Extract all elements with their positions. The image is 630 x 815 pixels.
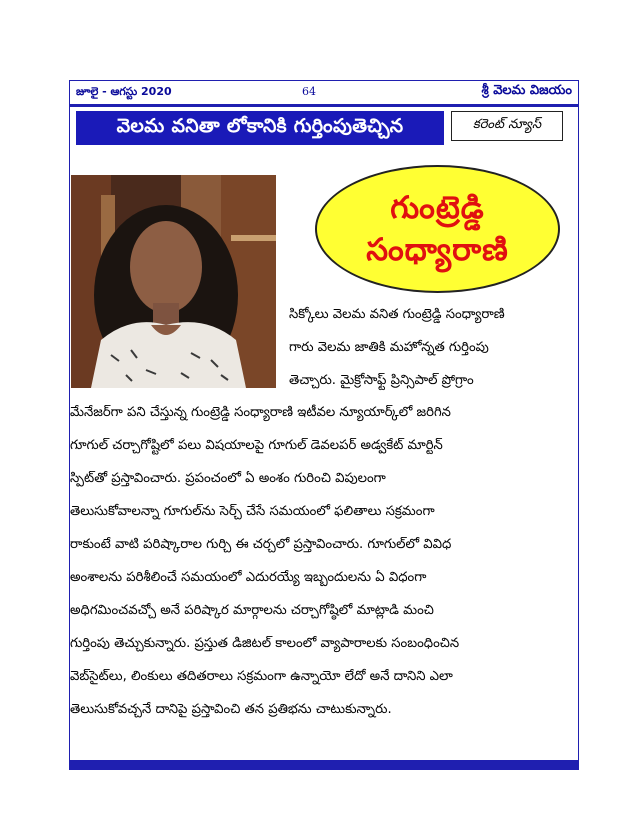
body-line: సిక్కోలు వెలమ వనిత గుంట్రెడ్డి సంధ్యారాణి bbox=[289, 307, 505, 322]
name-line-1: గుంట్రెడ్డి bbox=[390, 190, 485, 226]
body-line: స్పిట్‌తో ప్రస్తావించారు. ప్రపంచంలో ఏ అంశం గురించి విపులంగా bbox=[70, 471, 386, 486]
page-header bbox=[70, 82, 578, 104]
page-number: 64 bbox=[302, 85, 316, 98]
body-line: గారు వెలమ జాతికి మహోన్నత గుర్తింపు bbox=[289, 340, 489, 355]
name-line-2: సంధ్యారాణి bbox=[366, 232, 509, 268]
body-line: గూగుల్ చర్చాగోష్టిలో పలు విషయాలపై గూగుల్ డెవలపర్ అడ్వకేట్ మార్టిన్ bbox=[70, 438, 443, 453]
footer-bar bbox=[70, 760, 578, 769]
section-tag: కరెంట్ న్యూస్ bbox=[451, 111, 563, 141]
body-line: అధిగమించవచ్చో అనే పరిష్కార మార్గాలను చర్చాగోష్ఠిలో మాట్లాడి మంచి bbox=[70, 603, 434, 618]
magazine-title: శ్రీ వెలమ విజయం bbox=[481, 83, 572, 98]
header-divider bbox=[70, 104, 578, 107]
body-line: తెచ్చారు. మైక్రోసాఫ్ట్ ప్రిన్సిపాల్ ప్రోగ్రాం bbox=[289, 373, 474, 388]
body-line: గుర్తింపు తెచ్చుకున్నారు. ప్రస్తుత డిజిటల్ కాలంలో వ్యాపారాలకు సంబంధించిన bbox=[70, 636, 460, 651]
body-line: వెబ్‌సైట్‌లు, లింకులు తదితరాలు సక్రమంగా ఉన్నాయో లేదో అనే దానిని ఎలా bbox=[70, 669, 453, 684]
name-badge bbox=[315, 165, 560, 293]
body-line: రాకుంటే వాటి పరిష్కారాల గుర్చి ఈ చర్చలో ప్రస్తావించారు. గూగుల్‌లో వివిధ bbox=[70, 537, 452, 552]
article-headline: వెలమ వనితా లోకానికి గుర్తింపుతెచ్చిన bbox=[76, 111, 444, 145]
body-line: తెలుసుకోవచ్చనే దానిపై ప్రస్తావించి తన ప్రతిభను చాటుకున్నారు. bbox=[70, 702, 392, 717]
body-line: మేనేజర్‌గా పని చేస్తున్న గుంట్రెడ్డి సంధ్యారాణి ఇటీవల న్యూయార్క్‌లో జరిగిన bbox=[70, 405, 451, 420]
issue-date: జూలై - ఆగస్టు 2020 bbox=[76, 85, 172, 98]
body-line: తెలుసుకోవాలన్నా గూగుల్‌ను సెర్చ్ చేసే సమయంలో ఫలితాలు సక్రమంగా bbox=[70, 504, 435, 519]
body-line: అంశాలను పరిశీలించే సమయంలో ఎదురయ్యే ఇబ్బందులను ఏ విధంగా bbox=[70, 570, 427, 585]
portrait-photo bbox=[71, 175, 276, 388]
